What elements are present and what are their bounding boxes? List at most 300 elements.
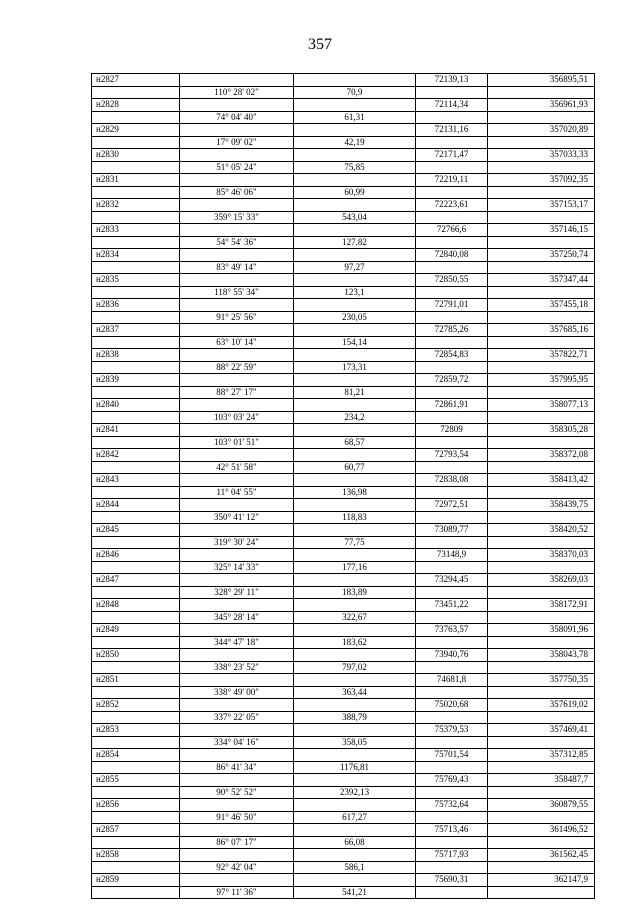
empty-cell — [416, 436, 488, 449]
empty-cell — [180, 824, 294, 837]
empty-cell — [416, 361, 488, 374]
segment-row — [92, 236, 595, 249]
segment-length: 81,21 — [294, 386, 416, 399]
empty-cell — [294, 149, 416, 162]
coordinate-y: 358091,96 — [488, 624, 595, 637]
direction-angle: 344° 47' 18" — [180, 636, 294, 649]
coordinate-x: 72809 — [416, 424, 488, 437]
direction-angle: 338° 49' 00" — [180, 686, 294, 699]
segment-length: 70,9 — [294, 86, 416, 99]
segment-length: 60,99 — [294, 186, 416, 199]
point-row — [92, 199, 595, 212]
segment-length: 118,83 — [294, 511, 416, 524]
segment-length: 230,05 — [294, 311, 416, 324]
direction-angle: 334° 04' 16" — [180, 736, 294, 749]
segment-row — [92, 761, 595, 774]
empty-cell — [294, 274, 416, 287]
empty-cell — [488, 411, 595, 424]
coordinate-x: 75020,68 — [416, 699, 488, 712]
empty-cell — [294, 749, 416, 762]
empty-cell — [92, 886, 180, 899]
point-name: н2841 — [92, 424, 180, 437]
empty-cell — [92, 311, 180, 324]
segment-row — [92, 261, 595, 274]
empty-cell — [488, 86, 595, 99]
empty-cell — [294, 699, 416, 712]
coordinate-y: 357250,74 — [488, 249, 595, 262]
segment-row — [92, 86, 595, 99]
segment-row — [92, 886, 595, 899]
empty-cell — [294, 774, 416, 787]
point-name: н2856 — [92, 799, 180, 812]
segment-length: 363,44 — [294, 686, 416, 699]
empty-cell — [416, 761, 488, 774]
empty-cell — [92, 86, 180, 99]
segment-length: 177,16 — [294, 561, 416, 574]
point-row — [92, 474, 595, 487]
empty-cell — [488, 261, 595, 274]
point-row — [92, 324, 595, 337]
empty-cell — [416, 161, 488, 174]
point-name: н2842 — [92, 449, 180, 462]
empty-cell — [488, 161, 595, 174]
segment-row — [92, 561, 595, 574]
segment-row — [92, 411, 595, 424]
segment-row — [92, 861, 595, 874]
coordinate-x: 72171,47 — [416, 149, 488, 162]
empty-cell — [294, 849, 416, 862]
empty-cell — [180, 99, 294, 112]
empty-cell — [488, 636, 595, 649]
segment-row — [92, 211, 595, 224]
empty-cell — [416, 711, 488, 724]
segment-length: 617,27 — [294, 811, 416, 824]
empty-cell — [92, 211, 180, 224]
direction-angle: 83° 49' 14" — [180, 261, 294, 274]
empty-cell — [180, 774, 294, 787]
empty-cell — [180, 699, 294, 712]
point-name: н2836 — [92, 299, 180, 312]
coordinate-y: 358269,03 — [488, 574, 595, 587]
segment-length: 127,82 — [294, 236, 416, 249]
empty-cell — [488, 186, 595, 199]
direction-angle: 110° 28' 02" — [180, 86, 294, 99]
empty-cell — [416, 411, 488, 424]
coordinate-x: 73148,9 — [416, 549, 488, 562]
empty-cell — [180, 174, 294, 187]
empty-cell — [416, 136, 488, 149]
empty-cell — [294, 374, 416, 387]
empty-cell — [488, 761, 595, 774]
point-name: н2844 — [92, 499, 180, 512]
coordinate-y: 361496,52 — [488, 824, 595, 837]
empty-cell — [416, 386, 488, 399]
segment-length: 66,08 — [294, 836, 416, 849]
empty-cell — [416, 686, 488, 699]
direction-angle: 88° 27' 17" — [180, 386, 294, 399]
direction-angle: 92° 42' 04" — [180, 861, 294, 874]
empty-cell — [180, 524, 294, 537]
empty-cell — [488, 661, 595, 674]
coordinate-y: 362147,9 — [488, 874, 595, 887]
point-name: н2858 — [92, 849, 180, 862]
segment-length: 154,14 — [294, 336, 416, 349]
point-name: н2838 — [92, 349, 180, 362]
point-row — [92, 374, 595, 387]
empty-cell — [92, 111, 180, 124]
empty-cell — [180, 199, 294, 212]
coordinate-x: 72114,34 — [416, 99, 488, 112]
point-row — [92, 174, 595, 187]
coordinate-y: 358439,75 — [488, 499, 595, 512]
empty-cell — [92, 286, 180, 299]
empty-cell — [92, 486, 180, 499]
coordinate-y: 357619,02 — [488, 699, 595, 712]
coordinate-x: 72838,08 — [416, 474, 488, 487]
empty-cell — [488, 436, 595, 449]
empty-cell — [416, 111, 488, 124]
segment-row — [92, 636, 595, 649]
point-row — [92, 424, 595, 437]
empty-cell — [180, 624, 294, 637]
empty-cell — [92, 411, 180, 424]
segment-length: 173,31 — [294, 361, 416, 374]
empty-cell — [488, 861, 595, 874]
coordinate-x: 75717,93 — [416, 849, 488, 862]
direction-angle: 88° 22' 59" — [180, 361, 294, 374]
empty-cell — [294, 624, 416, 637]
point-name: н2851 — [92, 674, 180, 687]
point-name: н2857 — [92, 824, 180, 837]
point-row — [92, 224, 595, 237]
empty-cell — [294, 474, 416, 487]
empty-cell — [416, 561, 488, 574]
point-name: н2837 — [92, 324, 180, 337]
coordinate-y: 357469,41 — [488, 724, 595, 737]
coordinate-y: 358487,7 — [488, 774, 595, 787]
segment-row — [92, 786, 595, 799]
direction-angle: 90° 52' 52" — [180, 786, 294, 799]
direction-angle: 11° 04' 55" — [180, 486, 294, 499]
point-name: н2846 — [92, 549, 180, 562]
empty-cell — [92, 136, 180, 149]
empty-cell — [294, 324, 416, 337]
page-number: 357 — [308, 36, 332, 53]
point-row — [92, 74, 595, 87]
coordinate-y: 361562,45 — [488, 849, 595, 862]
point-name: н2848 — [92, 599, 180, 612]
empty-cell — [416, 661, 488, 674]
empty-cell — [180, 799, 294, 812]
coordinate-x: 72840,08 — [416, 249, 488, 262]
direction-angle: 118° 55' 34" — [180, 286, 294, 299]
coordinate-y: 357092,35 — [488, 174, 595, 187]
point-name: н2850 — [92, 649, 180, 662]
empty-cell — [488, 511, 595, 524]
segment-length: 97,27 — [294, 261, 416, 274]
direction-angle: 359° 15' 33" — [180, 211, 294, 224]
empty-cell — [92, 786, 180, 799]
point-name: н2853 — [92, 724, 180, 737]
point-row — [92, 449, 595, 462]
coordinates-table-body — [92, 74, 595, 899]
point-row — [92, 849, 595, 862]
empty-cell — [488, 336, 595, 349]
coordinate-y: 357153,17 — [488, 199, 595, 212]
empty-cell — [294, 74, 416, 87]
coordinate-x: 72861,91 — [416, 399, 488, 412]
empty-cell — [180, 399, 294, 412]
direction-angle: 345° 28' 14" — [180, 611, 294, 624]
point-row — [92, 249, 595, 262]
coordinate-y: 358305,28 — [488, 424, 595, 437]
point-row — [92, 349, 595, 362]
point-row — [92, 149, 595, 162]
point-row — [92, 624, 595, 637]
empty-cell — [294, 349, 416, 362]
empty-cell — [180, 574, 294, 587]
segment-length: 183,62 — [294, 636, 416, 649]
segment-length: 77,75 — [294, 536, 416, 549]
empty-cell — [488, 786, 595, 799]
empty-cell — [488, 136, 595, 149]
empty-cell — [92, 661, 180, 674]
empty-cell — [92, 161, 180, 174]
empty-cell — [180, 449, 294, 462]
empty-cell — [416, 186, 488, 199]
coordinate-x: 73940,76 — [416, 649, 488, 662]
empty-cell — [488, 111, 595, 124]
empty-cell — [416, 586, 488, 599]
direction-angle: 42° 51' 58" — [180, 461, 294, 474]
empty-cell — [416, 736, 488, 749]
segment-length: 61,31 — [294, 111, 416, 124]
direction-angle: 86° 41' 34" — [180, 761, 294, 774]
direction-angle: 63° 10' 14" — [180, 336, 294, 349]
coordinate-x: 72854,83 — [416, 349, 488, 362]
empty-cell — [92, 761, 180, 774]
point-row — [92, 799, 595, 812]
empty-cell — [488, 286, 595, 299]
coordinate-x: 72223,61 — [416, 199, 488, 212]
segment-length: 586,1 — [294, 861, 416, 874]
empty-cell — [180, 649, 294, 662]
empty-cell — [92, 611, 180, 624]
segment-row — [92, 136, 595, 149]
empty-cell — [416, 861, 488, 874]
empty-cell — [180, 349, 294, 362]
segment-row — [92, 486, 595, 499]
empty-cell — [488, 711, 595, 724]
empty-cell — [488, 386, 595, 399]
empty-cell — [180, 74, 294, 87]
coordinate-y: 357312,85 — [488, 749, 595, 762]
direction-angle: 86° 07' 17" — [180, 836, 294, 849]
empty-cell — [488, 736, 595, 749]
segment-row — [92, 736, 595, 749]
empty-cell — [416, 86, 488, 99]
empty-cell — [294, 399, 416, 412]
empty-cell — [180, 224, 294, 237]
coordinate-y: 358043,78 — [488, 649, 595, 662]
empty-cell — [294, 674, 416, 687]
point-name: н2845 — [92, 524, 180, 537]
empty-cell — [488, 886, 595, 899]
segment-row — [92, 661, 595, 674]
empty-cell — [488, 686, 595, 699]
empty-cell — [180, 299, 294, 312]
direction-angle: 328° 29' 11" — [180, 586, 294, 599]
empty-cell — [294, 249, 416, 262]
empty-cell — [180, 474, 294, 487]
segment-row — [92, 586, 595, 599]
coordinate-x: 74681,8 — [416, 674, 488, 687]
coordinate-x: 73294,45 — [416, 574, 488, 587]
empty-cell — [294, 449, 416, 462]
empty-cell — [180, 599, 294, 612]
point-row — [92, 824, 595, 837]
empty-cell — [294, 424, 416, 437]
segment-row — [92, 811, 595, 824]
empty-cell — [294, 299, 416, 312]
empty-cell — [92, 636, 180, 649]
segment-row — [92, 436, 595, 449]
coordinate-y: 357033,33 — [488, 149, 595, 162]
point-row — [92, 499, 595, 512]
direction-angle: 337° 22' 05" — [180, 711, 294, 724]
direction-angle: 17° 09' 02" — [180, 136, 294, 149]
empty-cell — [92, 836, 180, 849]
coordinate-x: 72850,55 — [416, 274, 488, 287]
coordinate-x: 75690,31 — [416, 874, 488, 887]
coordinate-y: 358372,08 — [488, 449, 595, 462]
point-name: н2839 — [92, 374, 180, 387]
empty-cell — [416, 286, 488, 299]
empty-cell — [488, 561, 595, 574]
segment-length: 1176,81 — [294, 761, 416, 774]
segment-length: 60,77 — [294, 461, 416, 474]
empty-cell — [488, 461, 595, 474]
coordinate-y: 360879,55 — [488, 799, 595, 812]
empty-cell — [416, 511, 488, 524]
coordinate-y: 357822,71 — [488, 349, 595, 362]
coordinate-y: 356895,51 — [488, 74, 595, 87]
point-name: н2852 — [92, 699, 180, 712]
segment-length: 2392,13 — [294, 786, 416, 799]
point-row — [92, 549, 595, 562]
empty-cell — [92, 561, 180, 574]
empty-cell — [488, 611, 595, 624]
coordinate-y: 358420,52 — [488, 524, 595, 537]
empty-cell — [180, 874, 294, 887]
coordinate-y: 356961,93 — [488, 99, 595, 112]
empty-cell — [416, 636, 488, 649]
coordinates-table — [91, 73, 595, 899]
point-row — [92, 274, 595, 287]
empty-cell — [416, 236, 488, 249]
empty-cell — [92, 436, 180, 449]
empty-cell — [294, 599, 416, 612]
empty-cell — [294, 224, 416, 237]
empty-cell — [180, 249, 294, 262]
point-name: н2827 — [92, 74, 180, 87]
coordinate-x: 73763,57 — [416, 624, 488, 637]
empty-cell — [92, 236, 180, 249]
point-name: н2859 — [92, 874, 180, 887]
point-row — [92, 124, 595, 137]
point-name: н2828 — [92, 99, 180, 112]
empty-cell — [294, 574, 416, 587]
empty-cell — [416, 211, 488, 224]
empty-cell — [488, 536, 595, 549]
coordinate-x: 72859,72 — [416, 374, 488, 387]
point-row — [92, 399, 595, 412]
empty-cell — [416, 261, 488, 274]
empty-cell — [488, 836, 595, 849]
coordinate-x: 75379,53 — [416, 724, 488, 737]
point-row — [92, 524, 595, 537]
empty-cell — [488, 211, 595, 224]
empty-cell — [294, 724, 416, 737]
coordinate-x: 72791,01 — [416, 299, 488, 312]
coordinate-y: 357685,16 — [488, 324, 595, 337]
point-name: н2855 — [92, 774, 180, 787]
empty-cell — [294, 799, 416, 812]
empty-cell — [488, 361, 595, 374]
point-name: н2833 — [92, 224, 180, 237]
empty-cell — [180, 274, 294, 287]
coordinate-x: 72131,16 — [416, 124, 488, 137]
point-row — [92, 599, 595, 612]
empty-cell — [294, 824, 416, 837]
empty-cell — [294, 174, 416, 187]
coordinate-y: 358172,91 — [488, 599, 595, 612]
direction-angle: 54° 54' 36" — [180, 236, 294, 249]
empty-cell — [416, 461, 488, 474]
empty-cell — [180, 724, 294, 737]
coordinate-x: 73451,22 — [416, 599, 488, 612]
empty-cell — [488, 236, 595, 249]
empty-cell — [294, 874, 416, 887]
empty-cell — [92, 686, 180, 699]
coordinate-y: 357750,35 — [488, 674, 595, 687]
direction-angle: 325° 14' 33" — [180, 561, 294, 574]
empty-cell — [92, 261, 180, 274]
segment-row — [92, 511, 595, 524]
empty-cell — [294, 199, 416, 212]
direction-angle: 103° 03' 24" — [180, 411, 294, 424]
point-row — [92, 574, 595, 587]
empty-cell — [180, 849, 294, 862]
point-row — [92, 874, 595, 887]
segment-length: 123,1 — [294, 286, 416, 299]
segment-length: 183,89 — [294, 586, 416, 599]
coordinate-y: 357146,15 — [488, 224, 595, 237]
empty-cell — [416, 336, 488, 349]
empty-cell — [488, 586, 595, 599]
empty-cell — [180, 149, 294, 162]
segment-row — [92, 361, 595, 374]
segment-row — [92, 111, 595, 124]
point-row — [92, 99, 595, 112]
direction-angle: 51° 05' 24" — [180, 161, 294, 174]
coordinate-y: 357995,95 — [488, 374, 595, 387]
empty-cell — [416, 536, 488, 549]
empty-cell — [294, 649, 416, 662]
segment-row — [92, 461, 595, 474]
point-name: н2831 — [92, 174, 180, 187]
empty-cell — [416, 811, 488, 824]
